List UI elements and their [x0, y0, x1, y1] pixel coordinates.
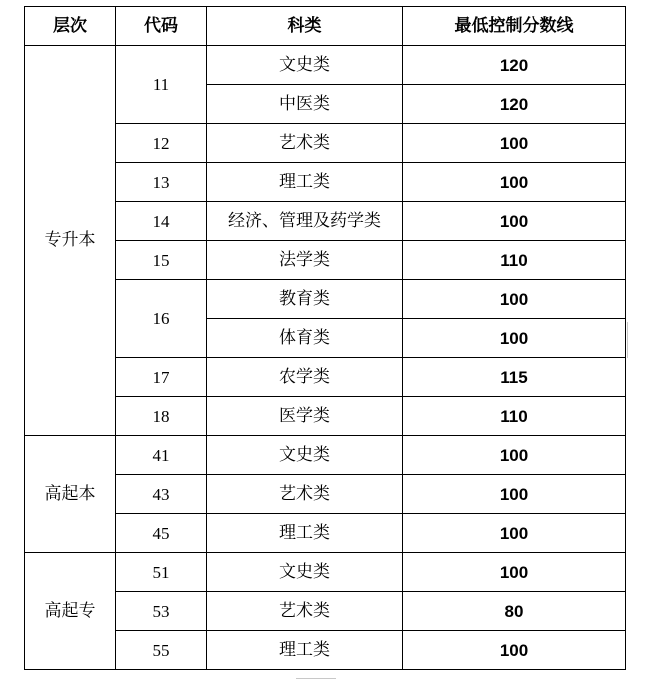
- code-cell: 16: [116, 280, 207, 358]
- table-row: [25, 163, 626, 202]
- table-row: [25, 202, 626, 241]
- table-row: [25, 475, 626, 514]
- score-cell: 100: [403, 163, 626, 202]
- table-header-row: [25, 7, 626, 46]
- page-edge-mark: [627, 322, 628, 358]
- score-cell: 110: [403, 397, 626, 436]
- category-cell: 理工类: [207, 514, 403, 553]
- code-cell: 51: [116, 553, 207, 592]
- code-cell: 14: [116, 202, 207, 241]
- category-cell: 体育类: [207, 319, 403, 358]
- code-cell: 53: [116, 592, 207, 631]
- header-category: 科类: [207, 7, 403, 46]
- score-cell: 100: [403, 124, 626, 163]
- header-code: 代码: [116, 7, 207, 46]
- level-cell: 高起专: [25, 553, 116, 670]
- score-cell: 115: [403, 358, 626, 397]
- header-score: 最低控制分数线: [403, 7, 626, 46]
- score-cell: 110: [403, 241, 626, 280]
- category-cell: 中医类: [207, 85, 403, 124]
- score-cell: 100: [403, 280, 626, 319]
- code-cell: 18: [116, 397, 207, 436]
- page-edge-mark-bottom: [296, 678, 336, 679]
- table-row: [25, 397, 626, 436]
- category-cell: 文史类: [207, 436, 403, 475]
- code-cell: 12: [116, 124, 207, 163]
- category-cell: 教育类: [207, 280, 403, 319]
- table-row: [25, 280, 626, 319]
- table-row: [25, 514, 626, 553]
- code-cell: 55: [116, 631, 207, 670]
- level-cell: 专升本: [25, 46, 116, 436]
- score-cell: 100: [403, 475, 626, 514]
- table-row: [25, 436, 626, 475]
- score-cell: 100: [403, 553, 626, 592]
- score-cell: 100: [403, 202, 626, 241]
- score-cell: 120: [403, 46, 626, 85]
- score-cell: 100: [403, 514, 626, 553]
- table-row: [25, 124, 626, 163]
- code-cell: 41: [116, 436, 207, 475]
- score-table-body: [25, 7, 626, 670]
- category-cell: 理工类: [207, 631, 403, 670]
- score-cell: 100: [403, 319, 626, 358]
- table-row: [25, 241, 626, 280]
- table-row: [25, 631, 626, 670]
- table-row: [25, 46, 626, 85]
- level-cell: 高起本: [25, 436, 116, 553]
- category-cell: 经济、管理及药学类: [207, 202, 403, 241]
- category-cell: 艺术类: [207, 592, 403, 631]
- category-cell: 艺术类: [207, 124, 403, 163]
- score-table: [24, 6, 626, 670]
- code-cell: 43: [116, 475, 207, 514]
- table-row: [25, 358, 626, 397]
- score-cell: 120: [403, 85, 626, 124]
- code-cell: 15: [116, 241, 207, 280]
- score-cell: 100: [403, 631, 626, 670]
- score-cell: 100: [403, 436, 626, 475]
- score-cell: 80: [403, 592, 626, 631]
- table-row: [25, 553, 626, 592]
- category-cell: 文史类: [207, 46, 403, 85]
- category-cell: 农学类: [207, 358, 403, 397]
- code-cell: 11: [116, 46, 207, 124]
- category-cell: 艺术类: [207, 475, 403, 514]
- code-cell: 45: [116, 514, 207, 553]
- category-cell: 医学类: [207, 397, 403, 436]
- category-cell: 理工类: [207, 163, 403, 202]
- category-cell: 文史类: [207, 553, 403, 592]
- category-cell: 法学类: [207, 241, 403, 280]
- table-row: [25, 592, 626, 631]
- code-cell: 17: [116, 358, 207, 397]
- header-level: 层次: [25, 7, 116, 46]
- code-cell: 13: [116, 163, 207, 202]
